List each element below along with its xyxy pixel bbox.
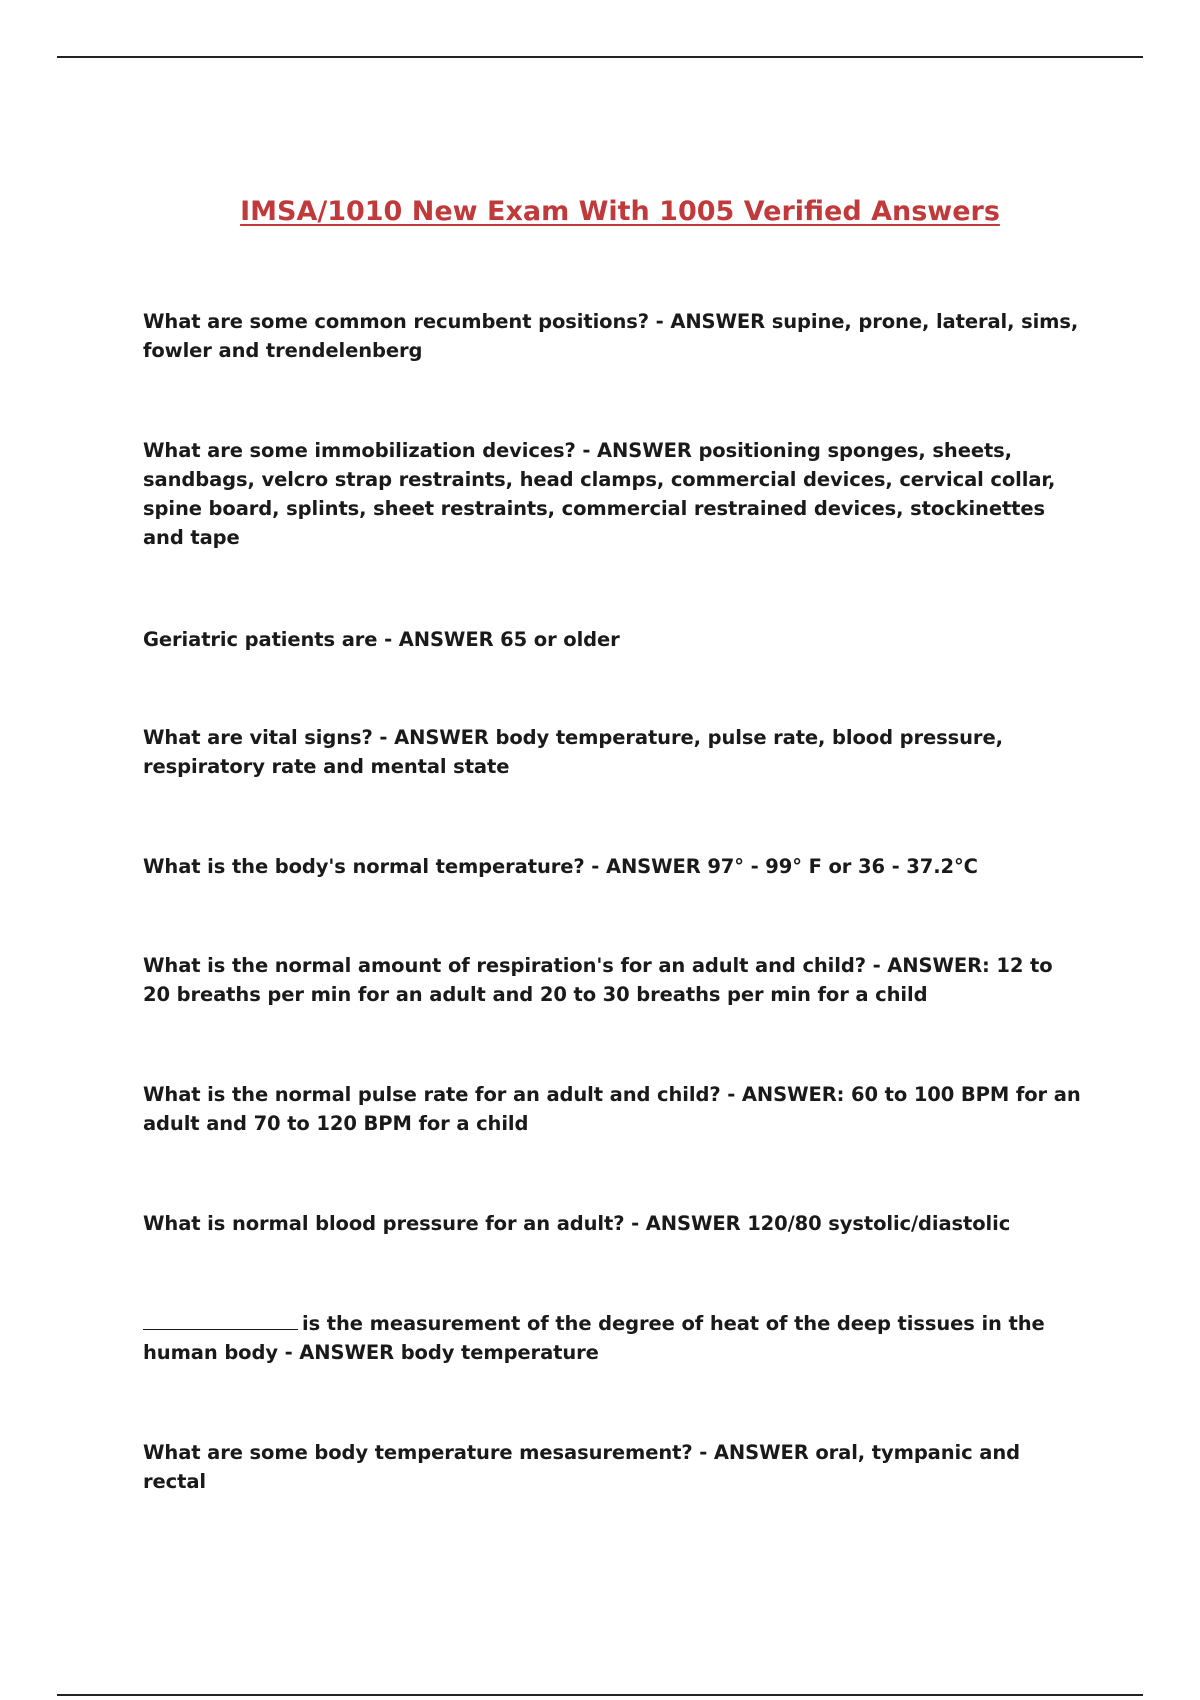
bottom-rule (57, 1694, 1143, 1696)
qa-item-vital-signs: What are vital signs? - ANSWER body temperature, pulse rate, blood pressure, respiratory rate and mental state (143, 726, 1003, 778)
qa-item-temperature-measurement: What are some body temperature mesasurement? - ANSWER oral, tympanic and rectal (143, 1441, 1020, 1493)
qa-item-respiration-rate: What is the normal amount of respiration's for an adult and child? - ANSWER: 12 to 20 breaths per min for an adult and 20 to 30 breaths per min for a child (143, 954, 1053, 1006)
qa-item-immobilization-devices: What are some immobilization devices? - ANSWER positioning sponges, sheets, sandbags, velcro strap restraints, head clamps, commercial devices, cervical collar, spine board, splints, sheet restraints, commercial restrained devices, stockinettes and tape (143, 439, 1056, 549)
qa-item-blood-pressure: What is normal blood pressure for an adult? - ANSWER 120/80 systolic/diastolic (143, 1212, 1011, 1235)
qa-item-body-temperature-blank (143, 1309, 1085, 1367)
qa-item-geriatric-patients: Geriatric patients are - ANSWER 65 or older (143, 628, 620, 651)
fill-in-blank-line (143, 1311, 298, 1330)
top-rule (57, 56, 1143, 58)
qa-item-normal-temperature: What is the body's normal temperature? - ANSWER 97° - 99° F or 36 - 37.2°C (143, 855, 978, 878)
qa-item-recumbent-positions: What are some common recumbent positions? - ANSWER supine, prone, lateral, sims, fowler and trendelenberg (143, 310, 1079, 362)
qa-item-pulse-rate: What is the normal pulse rate for an adult and child? - ANSWER: 60 to 100 BPM for an adult and 70 to 120 BPM for a child (143, 1083, 1081, 1135)
document-title: IMSA/1010 New Exam With 1005 Verified Answers (240, 196, 1000, 227)
qa-item-text: is the measurement of the degree of heat of the deep tissues in the human body - ANSWER body temperature (143, 1312, 1045, 1364)
